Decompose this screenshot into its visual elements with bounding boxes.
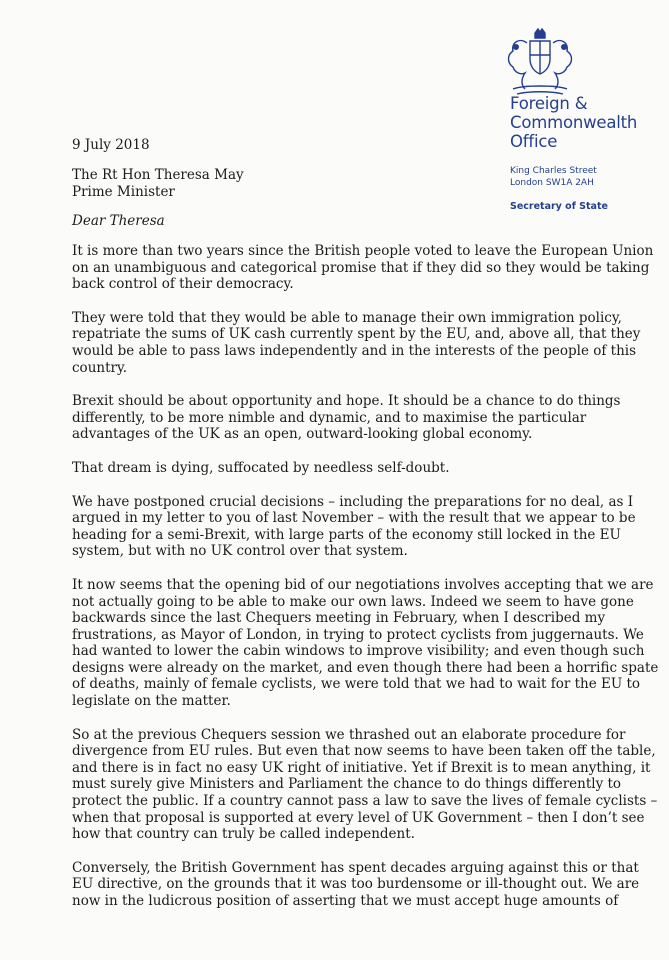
paragraph-line: So at the previous Chequers session we thrashed out an elaborate procedure for xyxy=(72,726,626,743)
body-paragraph xyxy=(72,460,592,477)
paragraph-line: EU directive, on the grounds that it was too burdensome or ill-thought out. We are xyxy=(72,876,640,893)
paragraph-line: argued in my letter to you of last November – with the result that we appear to be xyxy=(72,510,636,527)
paragraph-line: not actually going to be able to make our own laws. Indeed we seem to have gone xyxy=(72,593,634,610)
paragraph-line: protect the public. If a country cannot pass a law to save the lives of female cyclists – xyxy=(72,793,658,810)
salutation: Dear Theresa xyxy=(72,213,165,229)
paragraph-line: repatriate the sums of UK cash currently spent by the EU, and, above all, that they xyxy=(72,326,641,343)
paragraph-line: That dream is dying, suffocated by needless self-doubt. xyxy=(72,459,450,476)
department-name xyxy=(510,94,637,151)
address-line: London SW1A 2AH xyxy=(510,178,594,188)
paragraph-line: system, but with no UK control over that system. xyxy=(72,543,408,560)
paragraph-line: how that country can truly be called independent. xyxy=(72,826,415,843)
paragraph-line: back control of their democracy. xyxy=(72,276,294,293)
sender-office: Secretary of State xyxy=(510,201,608,212)
department-line: Office xyxy=(510,132,558,151)
paragraph-line: We have postponed crucial decisions – including the preparations for no deal, as I xyxy=(72,493,634,510)
office-address xyxy=(510,165,637,189)
body-paragraph xyxy=(72,243,654,293)
letter-date: 9 July 2018 xyxy=(72,137,150,153)
recipient-line: Prime Minister xyxy=(72,184,175,200)
paragraph-line: advantages of the UK as an open, outward-looking global economy. xyxy=(72,426,533,443)
paragraph-line: would be able to pass laws independently and in the interests of the people of this xyxy=(72,342,637,359)
body-paragraph xyxy=(72,726,658,843)
body-paragraph xyxy=(72,393,621,443)
letter-body xyxy=(72,243,659,927)
paragraph-line: divergence from EU rules. But even that now seems to have been taken off the table, xyxy=(72,743,656,760)
paragraph-line: country. xyxy=(72,359,128,376)
paragraph-line: legislate on the matter. xyxy=(72,693,231,710)
department-line: Foreign & xyxy=(510,94,588,113)
body-paragraph xyxy=(72,576,659,710)
address-line: King Charles Street xyxy=(510,166,597,176)
paragraph-line: must surely give Ministers and Parliament the chance to do things differently to xyxy=(72,776,622,793)
paragraph-line: Conversely, the British Government has spent decades arguing against this or that xyxy=(72,859,639,876)
paragraph-line: backwards since the last Chequers meeting in February, when I described my xyxy=(72,610,606,627)
royal-coat-of-arms-icon xyxy=(503,27,577,99)
recipient-block xyxy=(72,167,244,201)
paragraph-line: designs were already on the market, and even though there had been a horrific spate xyxy=(72,659,659,676)
department-line: Commonwealth xyxy=(510,113,638,132)
paragraph-line: on an unambiguous and categorical promise that if they did so they would be taking xyxy=(72,259,650,276)
paragraph-line: differently, to be more nimble and dynamic, and to maximise the particular xyxy=(72,409,587,426)
body-paragraph xyxy=(72,309,641,376)
paragraph-line: of deaths, mainly of female cyclists, we were told that we had to wait for the EU to xyxy=(72,676,641,693)
paragraph-line: It is more than two years since the British people voted to leave the European Union xyxy=(72,243,654,259)
paragraph-line: when that proposal is supported at every level of UK Government – then I don’t see xyxy=(72,809,645,826)
paragraph-line: It now seems that the opening bid of our negotiations involves accepting that we are xyxy=(72,576,654,593)
paragraph-line: Brexit should be about opportunity and hope. It should be a chance to do things xyxy=(72,393,621,410)
paragraph-line: now in the ludicrous position of asserting that we must accept huge amounts of xyxy=(72,893,619,909)
letterhead xyxy=(510,94,637,212)
paragraph-line: heading for a semi-Brexit, with large parts of the economy still locked in the EU xyxy=(72,526,621,543)
paragraph-line: They were told that they would be able to manage their own immigration policy, xyxy=(72,309,622,326)
body-paragraph xyxy=(72,493,636,560)
body-paragraph xyxy=(72,859,640,910)
paragraph-line: had wanted to lower the cabin windows to improve visibility; and even though such xyxy=(72,643,645,660)
recipient-line: The Rt Hon Theresa May xyxy=(72,167,244,183)
paragraph-line: frustrations, as Mayor of London, in trying to protect cyclists from juggernauts. We xyxy=(72,626,644,643)
paragraph-line: and there is in fact no easy UK right of initiative. Yet if Brexit is to mean anything, it xyxy=(72,759,651,776)
